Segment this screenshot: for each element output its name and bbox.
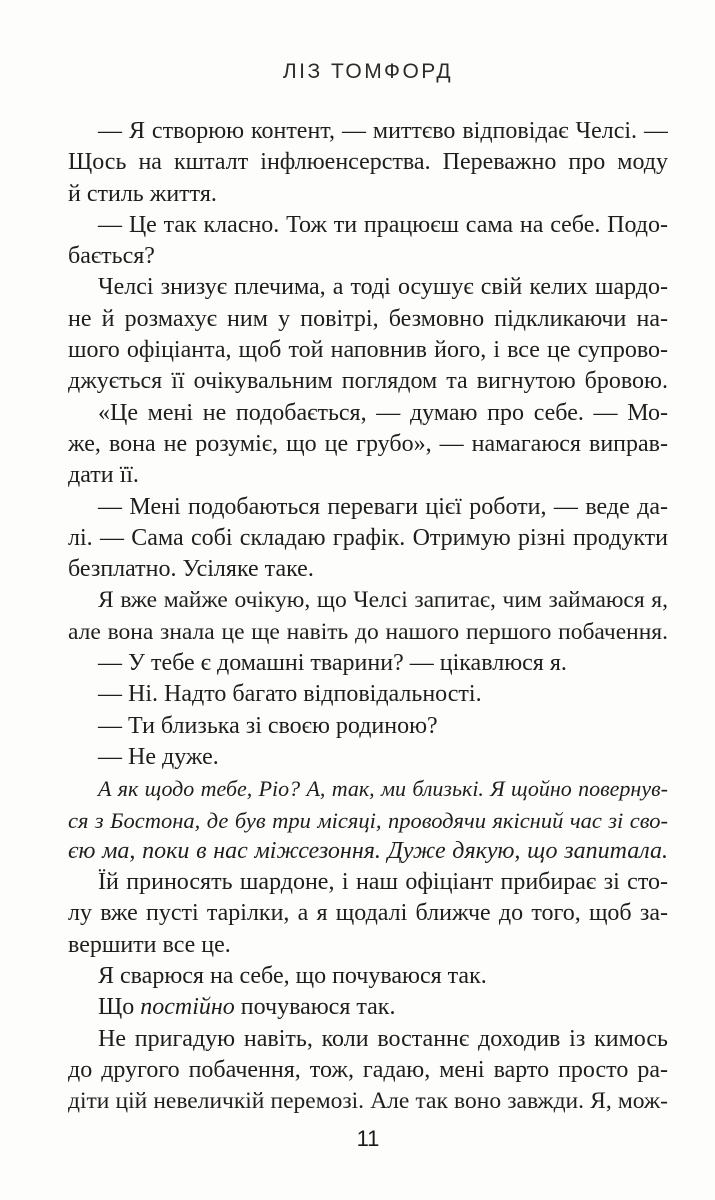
text-line: бається? [68,243,155,270]
text-line: Що постійно почуваюся так. [98,994,396,1021]
text-line: лу вже пусті тарілки, а я щодалі ближче до того, щоб за- [68,900,668,927]
text-line: А як щодо тебе, Ріо? А, так, ми близькі. Я щойно повернув- [98,776,668,802]
body-text [68,116,668,1118]
text-line: — Мені подобаються переваги цієї роботи, — веде да- [98,493,668,520]
text-line: Я вже майже очікую, що Челсі запитає, чим займаюся я, [98,587,668,614]
text-line: але вона знала це ще навіть до нашого першого побачення. [68,618,668,645]
text-line: Не пригадую навіть, коли востаннє доходив із кимось [98,1025,668,1052]
text-line: «Це мені не подобається, — думаю про себе. — Мо- [98,399,668,426]
text-line: — Ні. Надто багато відповідальності. [98,681,482,708]
text-line: не й розмахує ним у повітрі, безмовно підкликаючи на- [68,305,668,332]
running-header-author: ЛІЗ ТОМФОРД [282,60,454,83]
text-line: лі. — Сама собі складаю графік. Отримую різні продукти [68,524,668,551]
text-line: Челсі знизує плечима, а тоді осушує свій келих шардо- [98,274,668,301]
text-line: джується її очікувальним поглядом та вигнутою бровою. [68,368,668,395]
text-line: дати її. [68,462,139,489]
text-line: до другого побачення, тож, гадаю, мені варто просто ра- [68,1056,668,1083]
text-line: же, вона не розуміє, що це грубо», — намагаюся виправ- [68,430,668,457]
text-line: Щось на кшталт інфлюенсерства. Переважно про моду [68,149,668,176]
text-line: вершити все це. [68,931,231,958]
text-line: — Я створюю контент, — миттєво відповідає Челсі. — [98,118,668,144]
text-line: й стиль життя. [68,180,217,207]
text-line: єю ма, поки в нас міжсезоння. Дуже дякую, що запитала. [68,837,668,864]
text-line: Їй приносять шардоне, і наш офіціант прибирає зі сто- [98,869,668,896]
page-number: 11 [356,1126,380,1151]
text-line: — У тебе є домашні тварини? — цікавлюся я. [98,650,567,677]
text-line: — Це так класно. Тож ти працюєш сама на себе. Подо- [98,211,668,238]
text-line: — Ти близька зі своєю родиною? [98,712,438,739]
text-line: — Не дуже. [98,743,219,770]
text-line: шого офіціанта, щоб той наповнив його, і все це супрово- [68,337,668,364]
text-line: безплатно. Усіляке таке. [68,556,314,583]
text-line: ся з Бостона, де був три місяці, проводячи якісний час зі сво- [68,807,668,833]
text-line: діти цій невеличкій перемозі. Але так воно завжди. Я, мож- [68,1088,668,1115]
text-line: Я сварюся на себе, що почуваюся так. [98,963,487,990]
